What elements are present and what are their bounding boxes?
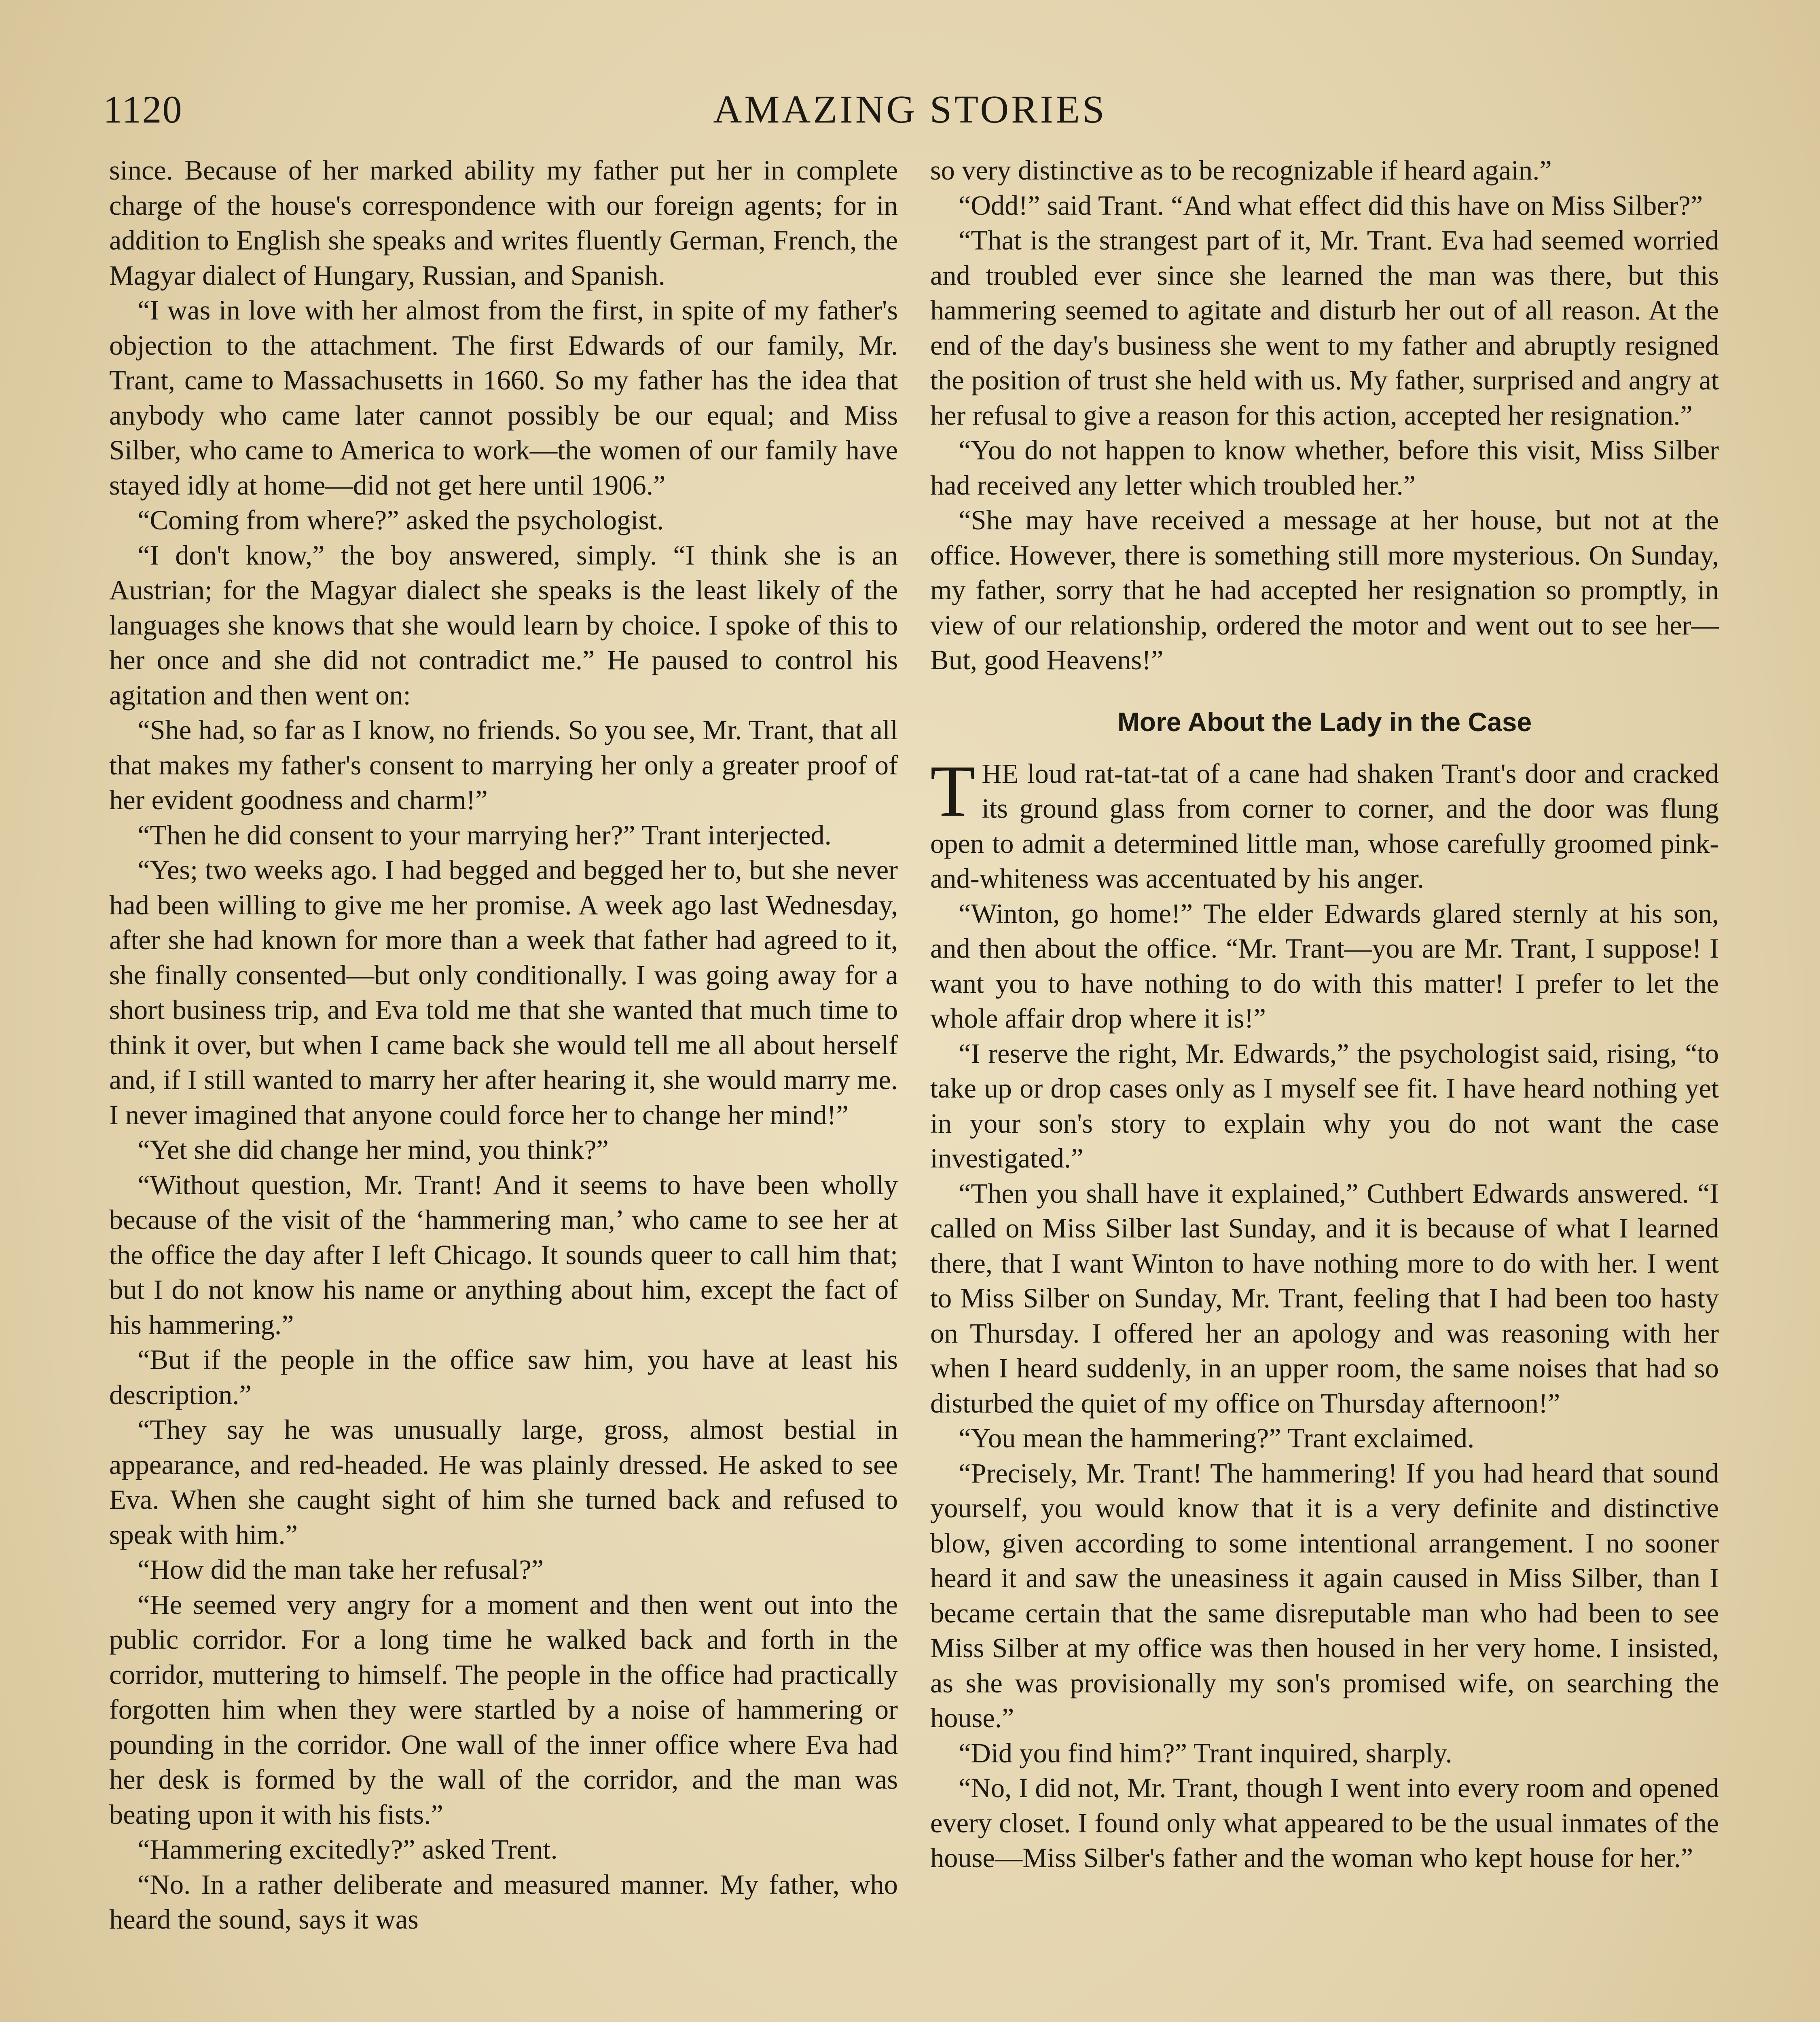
page-number: 1120 <box>103 88 183 131</box>
paragraph: “Yet she did change her mind, you think?” <box>138 1134 609 1165</box>
paragraph: so very distinctive as to be recognizable if heard again.” <box>930 155 1552 186</box>
paragraph: “No. In a rather deliberate and measured manner. My father, who heard the sound, says it was <box>109 1869 898 1935</box>
paragraph: “You do not happen to know whether, before this visit, Miss Silber had received any letter which troubled her.” <box>930 435 1719 501</box>
paragraph: “But if the people in the office saw him, you have at least his description.” <box>109 1344 898 1410</box>
paragraph: “Precisely, Mr. Trant! The hammering! If you had heard that sound yourself, you would know that it is a very definite and distinctive blow, given according to some intentional arrangement. I no sooner heard it and saw the uneasiness it again caused in Miss Silber, than I became certain that the same disreputable man who had been to see Miss Silber at my office was then housed in her very home. I insisted, as she was provisionally my son's promised wife, on searching the house.” <box>930 1457 1719 1733</box>
paragraph: “Without question, Mr. Trant! And it seems to have been wholly because of the visit of the ‘hammering man,’ who came to see her at the office the day after I left Chicago. It sounds queer to call him that; but I do not know his name or anything about him, except the fact of his hammering.” <box>109 1169 898 1340</box>
paragraph: “Hammering excitedly?” asked Trent. <box>138 1834 558 1865</box>
paragraph: “That is the strangest part of it, Mr. Trant. Eva had seemed worried and troubled ever since she learned the man was there, but this hammering seemed to agitate and disturb her out of all reason. At the end of the day's business she went to my father and abruptly resigned the position of trust she held with us. My father, surprised and angry at her refusal to give a reason for this action, accepted her resignation.” <box>930 225 1719 431</box>
paragraph: “They say he was unusually large, gross, almost bestial in appearance, and red-headed. He was plainly dressed. He asked to see Eva. When she caught sight of him she turned back and refused to speak with him.” <box>109 1414 898 1550</box>
paragraph: “She had, so far as I know, no friends. So you see, Mr. Trant, that all that makes my father's consent to marrying her only a greater proof of her evident goodness and charm!” <box>109 715 898 815</box>
section-heading: More About the Lady in the Case <box>1117 706 1532 737</box>
paragraph: “No, I did not, Mr. Trant, though I went into every room and opened every closet. I found only what appeared to be the usual inmates of the house—Miss Silber's father and the woman who kept house for her.” <box>930 1772 1719 1873</box>
paragraph: “Winton, go home!” The elder Edwards glared sternly at his son, and then about the office. “Mr. Trant—you are Mr. Trant, I suppose! I want you to have nothing to do with this matter! I prefer to let the whole affair drop where it is!” <box>930 898 1719 1034</box>
paragraph: “She may have received a message at her house, but not at the office. However, there is something still more mysterious. On Sunday, my father, sorry that he had accepted her resignation so promptly, in view of our relationship, ordered the motor and went out to see her— But, good Heavens!” <box>930 505 1719 675</box>
paragraph: “Then he did consent to your marrying her?” Trant interjected. <box>138 819 832 850</box>
paragraph: “I was in love with her almost from the first, in spite of my father's objection to the attachment. The first Edwards of our family, Mr. Trant, came to Massachusetts in 1660. So my father has the idea that anybody who came later cannot possibly be our equal; and Miss Silber, who came to America to work—the women of our family have stayed idly at home—did not get here until 1906.” <box>109 295 898 501</box>
paragraph: “Yes; two weeks ago. I had begged and begged her to, but she never had been willing to give me her promise. A week ago last Wednesday, after she had known for more than a week that father had agreed to it, she finally consented—but only conditionally. I was going away for a short business trip, and Eva told me that she wanted that much time to think it over, but when I came back she would tell me all about herself and, if I still wanted to marry her after hearing it, she would marry me. I never imagined that anyone could force her to change her mind!” <box>109 854 898 1130</box>
opening-paragraph-text: HE loud rat-tat-tat of a cane had shaken Trant's door and cracked its ground glass from corner to corner, and the door was flung open to admit a determined little man, whose carefully groomed pink-and-whiteness was accentuated by his anger. <box>930 758 1719 894</box>
paragraph: “Did you find him?” Trant inquired, sharply. <box>959 1737 1452 1768</box>
opening-paragraph <box>930 750 1719 896</box>
drop-cap: T <box>930 750 976 832</box>
paragraph: “I don't know,” the boy answered, simply. “I think she is an Austrian; for the Magyar dialect she speaks is the least likely of the languages she knows that she would learn by choice. I spoke of this to her once and she did not contradict me.” He paused to control his agitation and then went on: <box>109 539 898 711</box>
paragraph: “Coming from where?” asked the psychologist. <box>138 505 664 535</box>
left-column <box>109 153 898 1937</box>
right-column <box>930 153 1719 1876</box>
paragraph: since. Because of her marked ability my father put her in complete charge of the house's correspondence with our foreign agents; for in addition to English she speaks and writes fluently German, French, the Magyar dialect of Hungary, Russian, and Spanish. <box>109 155 898 291</box>
running-head: AMAZING STORIES <box>713 88 1107 131</box>
paragraph: “Then you shall have it explained,” Cuthbert Edwards answered. “I called on Miss Silber last Sunday, and it is because of what I learned there, that I want Winton to have nothing more to do with her. I went to Miss Silber on Sunday, Mr. Trant, feeling that I had been too hasty on Thursday. I offered her an apology and was reasoning with her when I heard suddenly, in an upper room, the same noises that had so disturbed the quiet of my office on Thursday afternoon!” <box>930 1178 1719 1419</box>
paragraph: “He seemed very angry for a moment and then went out into the public corridor. For a long time he walked back and forth in the corridor, muttering to himself. The people in the office had practically forgotten him when they were startled by a noise of hammering or pounding in the corridor. One wall of the inner office where Eva had her desk is formed by the wall of the corridor, and the man was beating upon it with his fists.” <box>109 1589 898 1830</box>
paragraph: “How did the man take her refusal?” <box>138 1554 544 1585</box>
paragraph: “I reserve the right, Mr. Edwards,” the psychologist said, rising, “to take up or drop cases only as I myself see fit. I have heard nothing yet in your son's story to explain why you do not want the case investigated.” <box>930 1038 1719 1174</box>
paragraph: “You mean the hammering?” Trant exclaimed. <box>959 1423 1475 1453</box>
paragraph: “Odd!” said Trant. “And what effect did this have on Miss Silber?” <box>959 190 1703 221</box>
